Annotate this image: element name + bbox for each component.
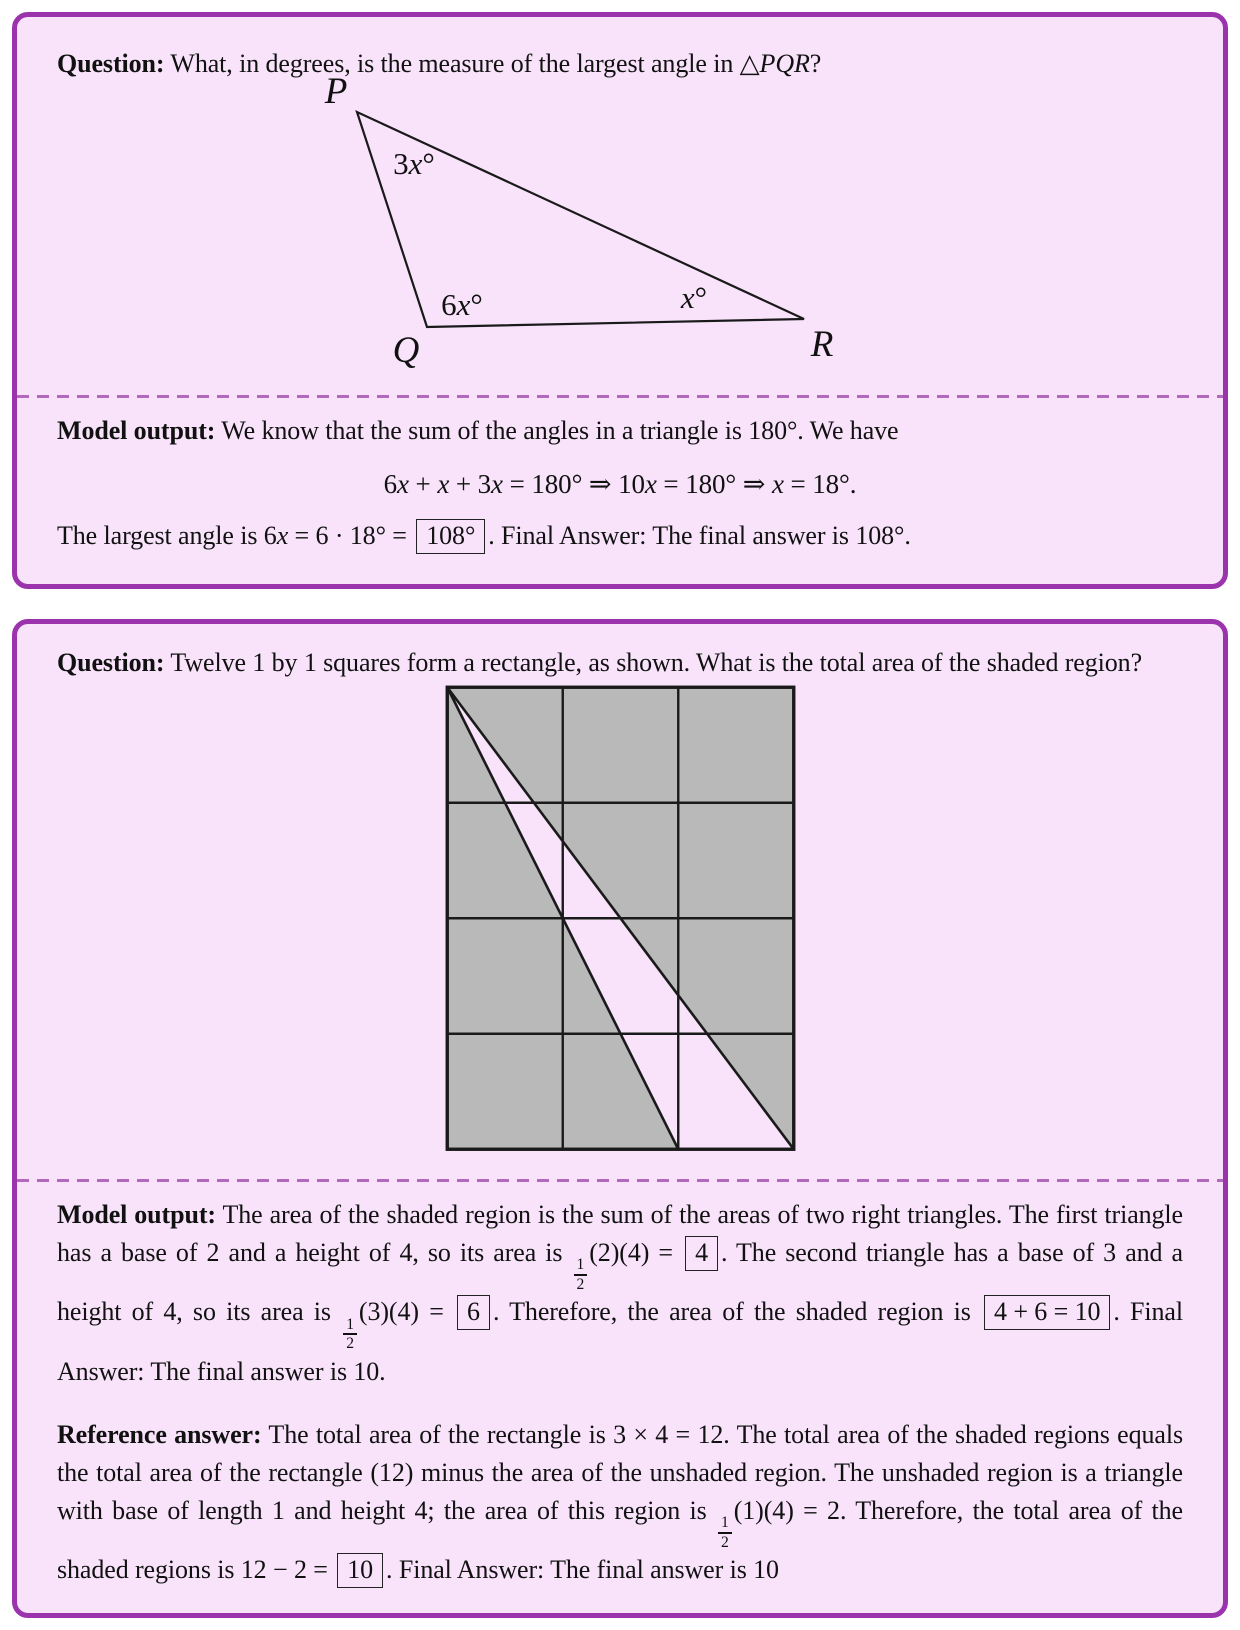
- boxed-answer: 6: [457, 1295, 490, 1330]
- equation-line: 6x + x + 3x = 180° ⇒ 10x = 180° ⇒ x = 18°.: [383, 469, 857, 500]
- paper-figure: [0, 12, 1240, 1618]
- boxed-answer: 108°: [416, 519, 485, 554]
- vertex-label-q: Q: [392, 329, 420, 371]
- boxed-answer: 10: [337, 1553, 383, 1588]
- question-2-text: Question: Twelve 1 by 1 squares form a rectangle, as shown. What is the total area of the shaded region?: [57, 648, 1143, 678]
- grid-figure: [444, 684, 797, 1153]
- boxed-answer: 4 + 6 = 10: [984, 1295, 1110, 1330]
- model-output-1-text: Model output: We know that the sum of the angles in a triangle is 180°. We have: [57, 415, 899, 445]
- dashed-separator: [17, 1179, 1223, 1182]
- conclusion-1-text: The largest angle is 6x = 6 · 18° = 108° . Final Answer: The final answer is 108°.: [57, 517, 1183, 555]
- vertex-label-p: P: [324, 74, 348, 112]
- reference-answer-text: Reference answer: The total area of the rectangle is 3 × 4 = 12. The total area of the shaded regions equals the total area of the rectangle (12) minus the area of the unshaded region. The unshaded region is a triangle with base of length 1 and height 4; the area of this region is $\frac{1}{2}$ (1)(4) = 2. Therefore, the total area of the shaded regions is 12 − 2 = 10 . Final Answer: The final answer is 10: [57, 1416, 1183, 1589]
- question-1-text: Question: What, in degrees, is the measure of the largest angle in △PQR?: [57, 49, 822, 78]
- example-card-2: [12, 619, 1228, 1618]
- model-output-2-text: Model output: The area of the shaded region is the sum of the areas of two right triangles. The first triangle has a base of 2 and a height of 4, so its area is $\frac{1}{2}$ (2)(4) = 4 . The second triangle has a base of 3 and a height of 4, so its area is $\frac{1}{2}$ (3)(4) = 6 . Therefore, the area of the shaded region is 4 + 6 = 10 . Final Answer: The final answer is 10.: [57, 1199, 1183, 1386]
- dashed-separator: [17, 395, 1223, 398]
- vertex-label-r: R: [810, 323, 834, 365]
- example-card-1: [12, 12, 1228, 589]
- angle-label-6x: 6x°: [441, 286, 483, 322]
- triangle-outline: [357, 112, 804, 327]
- angle-label-x: x°: [680, 279, 708, 315]
- triangle-figure: [289, 75, 849, 375]
- boxed-answer: 4: [685, 1236, 718, 1271]
- angle-label-3x: 3x°: [393, 145, 435, 181]
